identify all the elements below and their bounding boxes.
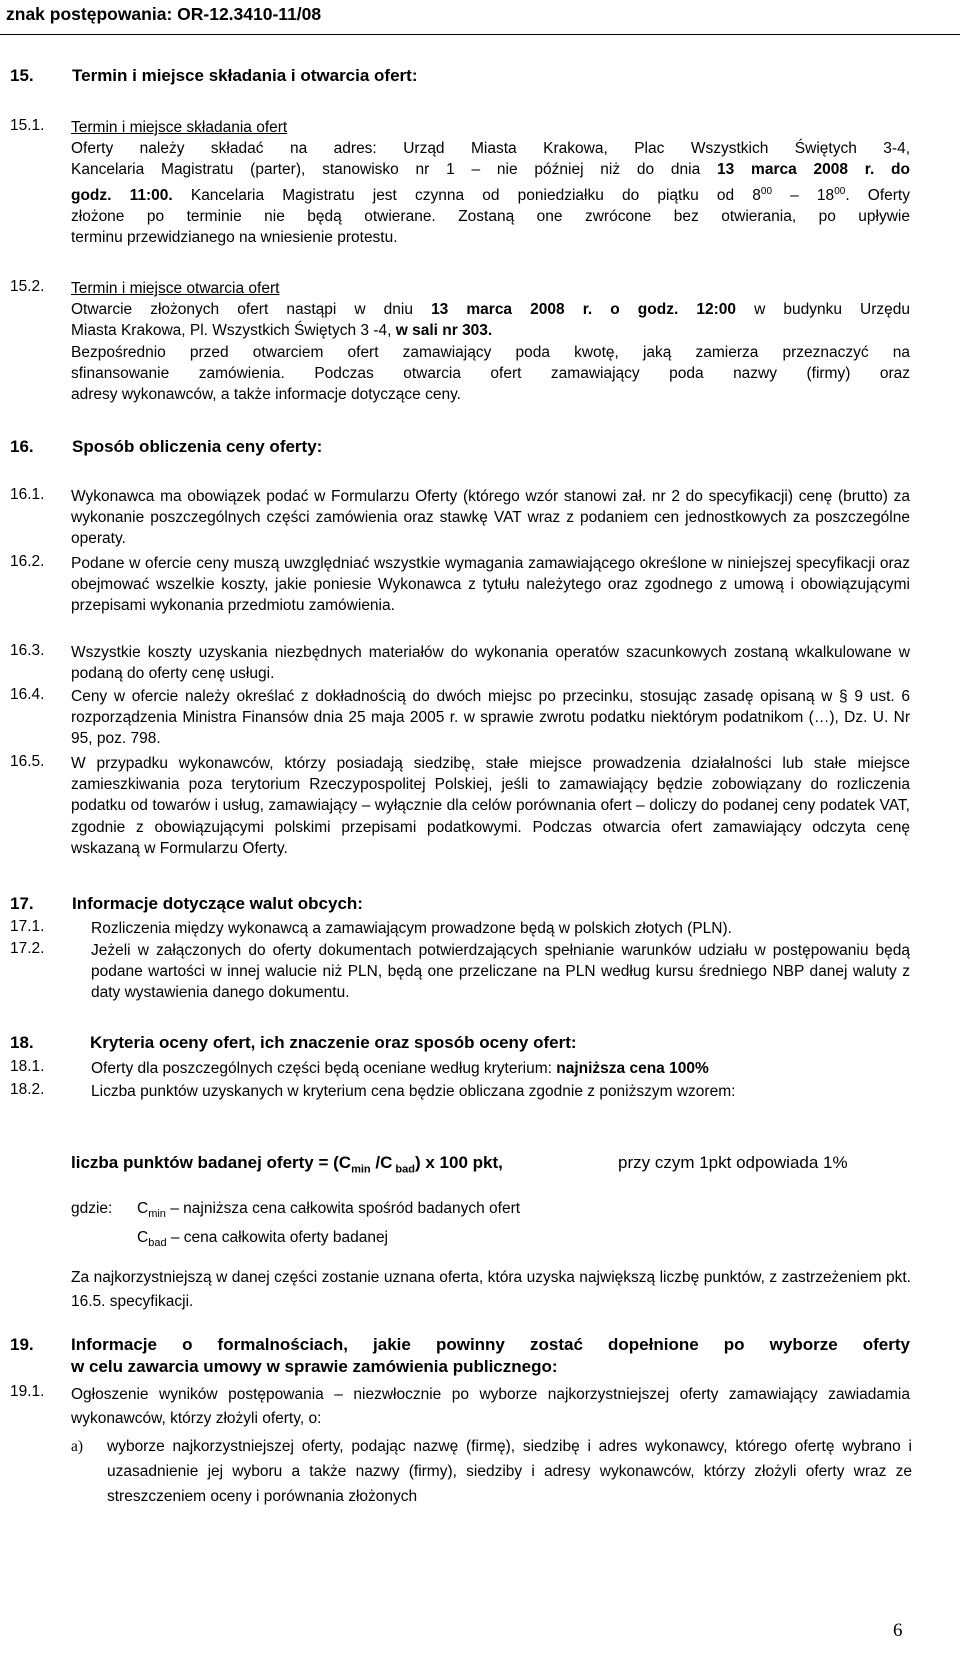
item-number: 17.2. [10,940,45,957]
paragraph-line: Kancelaria Magistratu (parter), stanowisko nr 1 – nie później niż do dnia 13 marca 2008 r. do [71,161,910,179]
item-15-2 [10,278,910,405]
paragraph-line: godz. 11:00. Kancelaria Magistratu jest czynna od poniedziałku do piątku od $8^{00} - 18^{00}$. Oferty [71,185,910,204]
item-text: Ceny w ofercie należy określać z dokładnością do dwóch miejsc po przecinku, stosując zasadę opisaną w § 9 ust. 6 rozporządzenia Ministra Finansów dnia 25 maja 2005 r. w sprawie zwrotu podatku niektórym podatnikom (…), Dz. U. Nr 95, poz. 798. [71,688,910,748]
section-number: 18. [10,1033,34,1052]
section-15-heading [10,66,910,86]
section-title: Sposób obliczenia ceny oferty: [72,437,323,456]
item-number: 16.2. [10,553,45,570]
criterion-value: najniższa cena 100% [556,1060,709,1077]
item-text: Ogłoszenie wyników postępowania – niezwłocznie po wyborze najkorzystniejszej oferty zamawiający zawiadamia wykonawców, którzy złożyli oferty, o: [71,1386,910,1427]
item-16-2 [10,553,910,617]
item-number: 15.1. [10,117,45,134]
section-16-heading [10,437,910,457]
section-title-line: Informacje o formalnościach, jakie powinny zostać dopełnione po wyborze oferty [71,1335,910,1354]
section-title: Kryteria oceny ofert, ich znaczenie oraz sposób oceny ofert: [90,1033,577,1052]
paragraph-line: Miasta Krakowa, Pl. Wszystkich Świętych 3 -4, w sali nr 303. [71,322,493,340]
item-16-3 [10,642,910,684]
deadline-hour: godz. 11:00. [71,186,173,204]
item-17-1 [10,918,910,939]
header-rule [0,34,960,35]
paragraph-line: terminu przewidzianego na wniesienie protestu. [71,229,398,247]
section-17-heading [10,894,910,914]
paragraph-line: sfinansowanie zamówienia. Podczas otwarcia ofert zamawiający poda nazwy (firmy) oraz [71,364,910,382]
item-title: Termin i miejsce składania ofert [71,119,288,136]
paragraph-line: Oferty należy składać na adres: Urząd Miasta Krakowa, Plac Wszystkich Świętych 3-4, [71,140,910,158]
item-number: 18.1. [10,1058,45,1075]
page-number: 6 [893,1620,903,1641]
section-number: 15. [10,66,34,85]
item-number: 16.5. [10,753,45,770]
list-item-a [71,1434,912,1509]
formula-expression: liczba punktów badanej oferty = ($C_{min}$ /C $_{bad}$) x 100 pkt, [71,1153,503,1176]
item-17-2 [10,940,910,1004]
item-text: W przypadku wykonawców, którzy posiadają siedzibę, stałe miejsce prowadzenia działalności lub stałe miejsce zamieszkiwania poza terytorium Rzeczypospolitej Polskiej, jeśli to zamawiający będzie zobowiązany do rozliczenia podatku od towarów i usług, zamawiający – wyłącznie dla celów porównania ofert – doliczy do podanej ceny podatek VAT, zgodnie z obowiązującymi polskimi przepisami podatkowymi. Podczas otwarcia ofert zamawiający odczyta cenę wskazaną w Formularzu Oferty. [71,755,910,857]
item-16-1 [10,486,910,550]
item-16-5 [10,753,910,859]
item-text: Jeżeli w załączonych do oferty dokumentach potwierdzających spełnianie warunków udziału w postępowaniu będą podane wartości w innej walucie niż PLN, będą one przeliczane na PLN według kursu średniego NBP danej waluty z daty wystawienia danego dokumentu. [91,942,910,1002]
item-18-1 [10,1058,910,1079]
item-text: Rozliczenia między wykonawcą a zamawiającym prowadzone będą w polskich złotych (PLN). [91,920,732,937]
deadline-date: 13 marca 2008 r. do [717,161,910,179]
section-18-heading [10,1033,910,1053]
paragraph-line: adresy wykonawców, a także informacje dotyczące ceny. [71,386,461,404]
item-title: Termin i miejsce otwarcia ofert [71,280,280,297]
opening-date: 13 marca 2008 r. o godz. 12:00 [431,301,736,319]
section-title-line: w celu zawarcia umowy w sprawie zamówienia publicznego: [71,1357,558,1376]
item-text: Oferty dla poszczególnych części będą oceniane według kryterium: najniższa cena 100% [91,1060,709,1077]
section-19-heading [10,1334,910,1378]
legend-line-min: gdzie: $C_{min}$ – najniższa cena całkowita spośród badanych ofert [71,1200,521,1221]
item-19-1 [10,1383,910,1431]
best-offer-note: Za najkorzystniejszą w danej części zostanie uznana oferta, która uzyska największą liczbę punktów, z zastrzeżeniem pkt. 16.5. specyfikacji. [71,1269,911,1310]
formula-legend [71,1197,771,1255]
item-text: Wykonawca ma obowiązek podać w Formularzu Oferty (którego wzór stanowi zał. nr 2 do specyfikacji) cenę (brutto) za wykonanie poszczególnych części zamówienia oraz stawkę VAT wraz z podaniem cen jednostkowych za poszczególne operaty. [71,488,910,548]
item-18-2 [10,1081,910,1102]
document-header: znak postępowania: OR-12.3410-11/08 [6,4,322,24]
item-number: 16.4. [10,686,45,703]
list-text: wyborze najkorzystniejszej oferty, podając nazwę (firmę), siedzibę i adres wykonawcy, którego ofertę wybrano i uzasadnienie jej wyboru a także nazwy (firmy), siedziby i adresy wykonawców, którzy złożyli oferty wraz ze streszczeniem oceny i porównania złożonych [107,1438,912,1505]
item-16-4 [10,686,910,750]
section-number: 19. [10,1335,34,1354]
formula-note: przy czym 1pkt odpowiada 1% [618,1153,848,1172]
item-15-1 [10,117,910,248]
legend-line-bad: $C_{bad}$ – cena całkowita oferty badanej [137,1229,389,1250]
paragraph-line: Otwarcie złożonych ofert nastąpi w dniu 13 marca 2008 r. o godz. 12:00 w budynku Urzędu [71,301,910,319]
section-title: Informacje dotyczące walut obcych: [72,894,363,913]
paragraph-line: Bezpośrednio przed otwarciem ofert zamawiający poda kwotę, jaką zamierza przeznaczyć na [71,343,910,361]
list-label: a) [71,1438,84,1455]
section-number: 17. [10,894,34,913]
section-number: 16. [10,437,34,456]
item-text: Wszystkie koszty uzyskania niezbędnych materiałów do wykonania operatów szacunkowych zostaną wkalkulowane w podaną do oferty cenę usługi. [71,644,910,683]
item-number: 18.2. [10,1081,45,1098]
item-text: Podane w ofercie ceny muszą uwzględniać wszystkie wymagania zamawiającego określone w niniejszej specyfikacji oraz obejmować wszelkie koszty, jakie poniesie Wykonawca z tytułu należytego oraz zgodnego z umową i obowiązującymi przepisami wykonania przedmiotu zamówienia. [71,555,910,615]
score-formula [71,1153,848,1176]
section-title: Termin i miejsce składania i otwarcia ofert: [72,66,418,85]
item-number: 17.1. [10,918,45,935]
paragraph-line: złożone po terminie nie będą otwierane. Zostaną one zwrócone bez otwierania, po upływie [71,207,910,225]
room-number: w sali nr 303. [395,322,493,340]
item-number: 16.1. [10,486,45,503]
item-number: 15.2. [10,278,45,295]
item-number: 19.1. [10,1383,45,1400]
item-text: Liczba punktów uzyskanych w kryterium cena będzie obliczana zgodnie z poniższym wzorem: [91,1083,736,1100]
item-number: 16.3. [10,642,45,659]
